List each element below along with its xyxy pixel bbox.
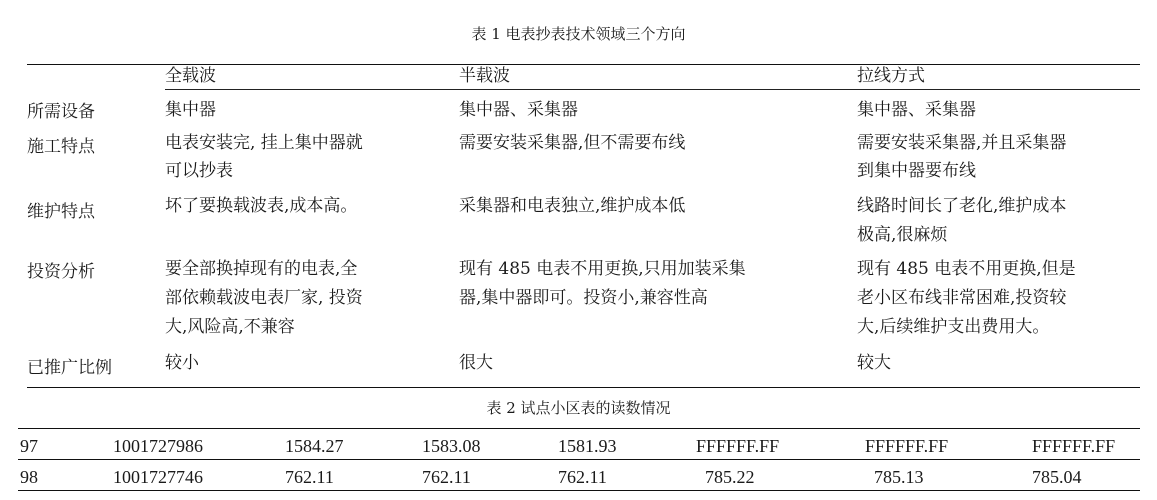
t2-row2-v2: 762.11 (422, 467, 471, 487)
cell-maintenance-wiring-1: 线路时间长了老化,维护成本 (857, 196, 1067, 216)
t2-row1-v1: 1584.27 (285, 436, 344, 456)
cell-construction-full-1: 电表安装完, 挂上集中器就 (165, 133, 363, 153)
table2-bottom-rule (18, 490, 1140, 491)
cell-maintenance-full-1: 坏了要换载波表,成本高。 (165, 196, 358, 216)
table1-bottom-rule (27, 387, 1140, 388)
t2-row1-v2: 1583.08 (422, 436, 481, 456)
t2-row1-meter: 1001727986 (113, 436, 203, 456)
cell-construction-wiring-2: 到集中器要布线 (857, 161, 976, 181)
cell-maintenance-wiring-2: 极高,很麻烦 (857, 225, 948, 245)
cell-investment-half-2: 器,集中器即可。投资小,兼容性高 (459, 288, 708, 308)
row-label-adoption: 已推广比例 (27, 358, 112, 378)
cell-adoption-full: 较小 (165, 353, 199, 373)
t2-row2-v5: 785.13 (874, 467, 924, 487)
t2-row2-v4: 785.22 (705, 467, 755, 487)
cell-equipment-wiring: 集中器、采集器 (857, 100, 976, 120)
row-label-construction: 施工特点 (27, 137, 95, 157)
cell-investment-full-3: 大,风险高,不兼容 (165, 317, 295, 337)
table2-top-rule (18, 428, 1140, 429)
cell-equipment-half: 集中器、采集器 (459, 100, 578, 120)
cell-investment-full-1: 要全部换掉现有的电表,全 (165, 259, 358, 279)
t2-row1-v5: FFFFFF.FF (865, 436, 949, 456)
t2-row2-v3: 762.11 (558, 467, 607, 487)
header-wiring: 拉线方式 (857, 66, 925, 86)
cell-equipment-full: 集中器 (165, 100, 216, 120)
row-label-equipment: 所需设备 (27, 102, 95, 122)
t2-row1-v4: FFFFFF.FF (696, 436, 780, 456)
t2-row2-v6: 785.04 (1032, 467, 1082, 487)
t2-row2-v1: 762.11 (285, 467, 334, 487)
table1-caption: 表 1 电表抄表技术领域三个方向 (471, 25, 686, 43)
cell-adoption-wiring: 较大 (857, 353, 891, 373)
row-label-maintenance: 维护特点 (27, 202, 95, 222)
row-label-investment: 投资分析 (27, 262, 95, 282)
cell-investment-wiring-1: 现有 485 电表不用更换,但是 (857, 259, 1076, 279)
header-half-carrier: 半载波 (459, 66, 510, 86)
cell-investment-full-2: 部依赖载波电表厂家, 投资 (165, 288, 363, 308)
cell-construction-half-1: 需要安装采集器,但不需要布线 (459, 133, 686, 153)
t2-row2-meter: 1001727746 (113, 467, 203, 487)
header-full-carrier: 全载波 (165, 66, 216, 86)
cell-investment-wiring-2: 老小区布线非常困难,投资较 (857, 288, 1067, 308)
cell-investment-wiring-3: 大,后续维护支出费用大。 (857, 317, 1050, 337)
cell-investment-half-1: 现有 485 电表不用更换,只用加装采集 (459, 259, 746, 279)
t2-row2-id: 98 (20, 467, 38, 487)
table2-row-rule (18, 459, 1140, 460)
t2-row1-v6: FFFFFF.FF (1032, 436, 1116, 456)
cell-adoption-half: 很大 (459, 353, 493, 373)
cell-construction-full-2: 可以抄表 (165, 161, 233, 181)
table1-header-rule (165, 89, 1140, 90)
cell-construction-wiring-1: 需要安装采集器,并且采集器 (857, 133, 1067, 153)
cell-maintenance-half-1: 采集器和电表独立,维护成本低 (459, 196, 686, 216)
table2-caption: 表 2 试点小区表的读数情况 (486, 399, 671, 417)
t2-row1-id: 97 (20, 436, 38, 456)
t2-row1-v3: 1581.93 (558, 436, 617, 456)
